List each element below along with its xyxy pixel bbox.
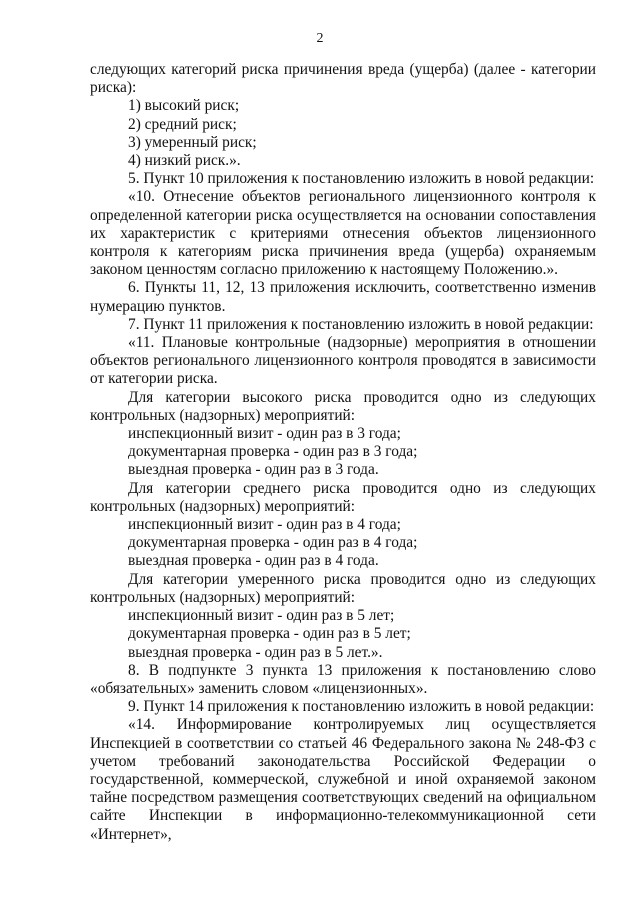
paragraph: 9. Пункт 14 приложения к постановлению изложить в новой редакции: <box>128 698 595 716</box>
paragraph: Для категории умеренного риска проводится одно из следующих контрольных (надзорных) мероприятий: <box>90 570 596 606</box>
paragraph: «11. Плановые контрольные (надзорные) мероприятия в отношении объектов регионального лицензионного контроля проводятся в зависимости от категории риска. <box>90 334 596 388</box>
paragraph: 8. В подпункте 3 пункта 13 приложения к постановлению слово «обязательных» заменить словом «лицензионных». <box>90 661 596 697</box>
list-item: 3) умеренный риск; <box>128 133 257 151</box>
list-item: выездная проверка - один раз в 5 лет.». <box>128 643 383 661</box>
paragraph: 6. Пункты 11, 12, 13 приложения исключить, соответственно изменив нумерацию пунктов. <box>90 279 596 315</box>
paragraph: следующих категорий риска причинения вреда (ущерба) (далее - категории риска): <box>90 61 596 97</box>
list-item: документарная проверка - один раз в 5 лет; <box>128 625 411 643</box>
paragraph: Для категории среднего риска проводится одно из следующих контрольных (надзорных) мероприятий: <box>90 479 596 515</box>
list-item: документарная проверка - один раз в 4 года; <box>128 534 418 552</box>
list-item: инспекционный визит - один раз в 5 лет; <box>128 607 395 625</box>
list-item: 4) низкий риск.». <box>128 152 241 170</box>
list-item: 1) высокий риск; <box>128 97 240 115</box>
list-item: выездная проверка - один раз в 3 года. <box>128 461 379 479</box>
paragraph: Для категории высокого риска проводится одно из следующих контрольных (надзорных) мероприятий: <box>90 388 596 424</box>
page-number: 2 <box>316 31 324 46</box>
paragraph: 7. Пункт 11 приложения к постановлению изложить в новой редакции: <box>128 315 594 333</box>
paragraph: «10. Отнесение объектов регионального лицензионного контроля к определенной категории риска осуществляется на основании сопоставления их характеристик с критериями отнесения объектов лицензионного контроля к категориям риска причинения вреда (ущерба) охраняемым законом ценностям согласно приложению к настоящему Положению.». <box>90 188 596 279</box>
list-item: инспекционный визит - один раз в 4 года; <box>128 516 401 534</box>
list-item: 2) средний риск; <box>128 115 237 133</box>
list-item: выездная проверка - один раз в 4 года. <box>128 552 379 570</box>
paragraph: «14. Информирование контролируемых лиц осуществляется Инспекцией в соответствии со статьей 46 Федерального закона № 248-ФЗ с учетом требований законодательства Российской Федерации о государственной, коммерческой, служебной и иной охраняемой законом тайне посредством размещения соответствующих сведений на официальном сайте Инспекции в информационно-телекоммуникационной сети «Интернет», <box>90 716 596 843</box>
document-body <box>90 61 596 844</box>
list-item: документарная проверка - один раз в 3 года; <box>128 443 418 461</box>
paragraph: 5. Пункт 10 приложения к постановлению изложить в новой редакции: <box>128 170 595 188</box>
list-item: инспекционный визит - один раз в 3 года; <box>128 425 401 443</box>
